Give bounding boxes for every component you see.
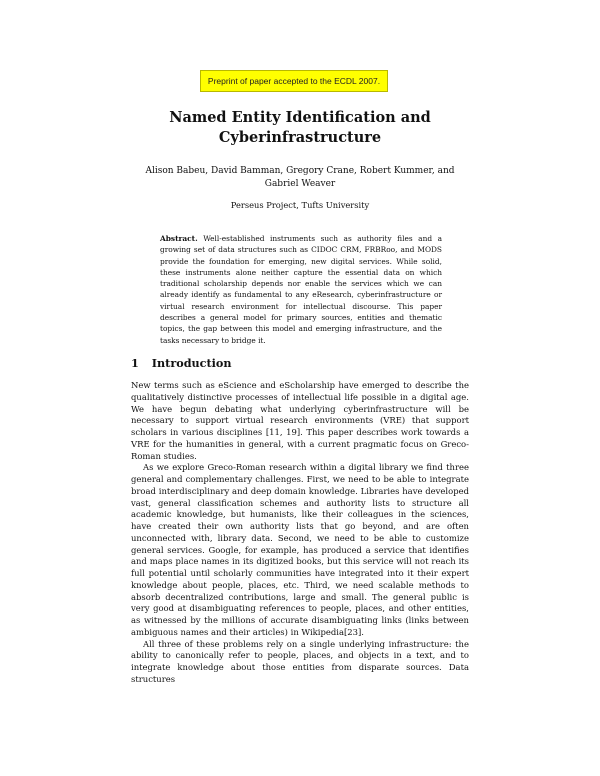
body-paragraph: As we explore Greco-Roman research within a digital library we find three general and complementary challenges. First, we need to be able to integrate broad interdisciplinary and deep domain knowledge. Libraries have developed vast, general classification schemes and authority lists to structure all academic knowledge, but humanists, like their colleagues in the sciences, have created their own authority lists that go beyond, and are often unconnected with, library data. Second, we need to be able to customize general services. Google, for example, has produced a service that identifies and maps place names in its digitized books, but this service will not reach its full potential until scholarly communities have integrated into it their expert knowledge about people, places, etc. Third, we need scalable methods to absorb decentralized contributions, large and small. The general public is very good at disambiguating references to people, places, and other entities, as witnessed by the millions of accurate disambiguating links (links between ambiguous names and their articles) in Wikipedia[23]. [131,462,469,637]
affiliation: Perseus Project, Tufts University [230,200,370,210]
author-list: Alison Babeu, David Bamman, Gregory Crane, Robert Kummer, and Gabriel Weaver [145,166,455,189]
abstract [160,233,442,346]
paper-title: Named Entity Identification and Cyberinfrastructure [169,109,431,146]
section-heading [131,356,231,370]
body-paragraph: All three of these problems rely on a single underlying infrastructure: the ability to canonically refer to people, places, and objects in a text, and to integrate knowledge about those entities from disparate sources. Data structures [131,638,469,684]
abstract-text: Well-established instruments such as authority files and a growing set of data structures such as CIDOC CRM, FRBRoo, and MODS provide the foundation for emerging, new digital services. While solid, these instruments alone neither capture the essential data on which traditional scholarship depends nor enable the services which we can already identify as fundamental to any eResearch, cyberinfrastructure or virtual research environment for intellectual discourse. This paper describes a general model for primary sources, entities and thematic topics, the gap between this model and emerging infrastructure, and the tasks necessary to bridge it. [160,234,442,345]
preprint-notice: Preprint of paper accepted to the ECDL 2007. [200,70,388,92]
section-body [131,380,469,686]
section-number: 1 [131,356,139,370]
body-paragraph: New terms such as eScience and eScholarship have emerged to describe the qualitatively distinctive processes of intellectual life possible in a digital age. We have begun debating what underlying cyberinfrastructure will be necessary to support virtual research environments (VRE) that support scholars in various disciplines [11, 19]. This paper describes work towards a VRE for the humanities in general, with a current pragmatic focus on Greco-Roman studies. [131,380,469,461]
abstract-label: Abstract. [160,234,198,243]
section-title: Introduction [151,356,232,370]
